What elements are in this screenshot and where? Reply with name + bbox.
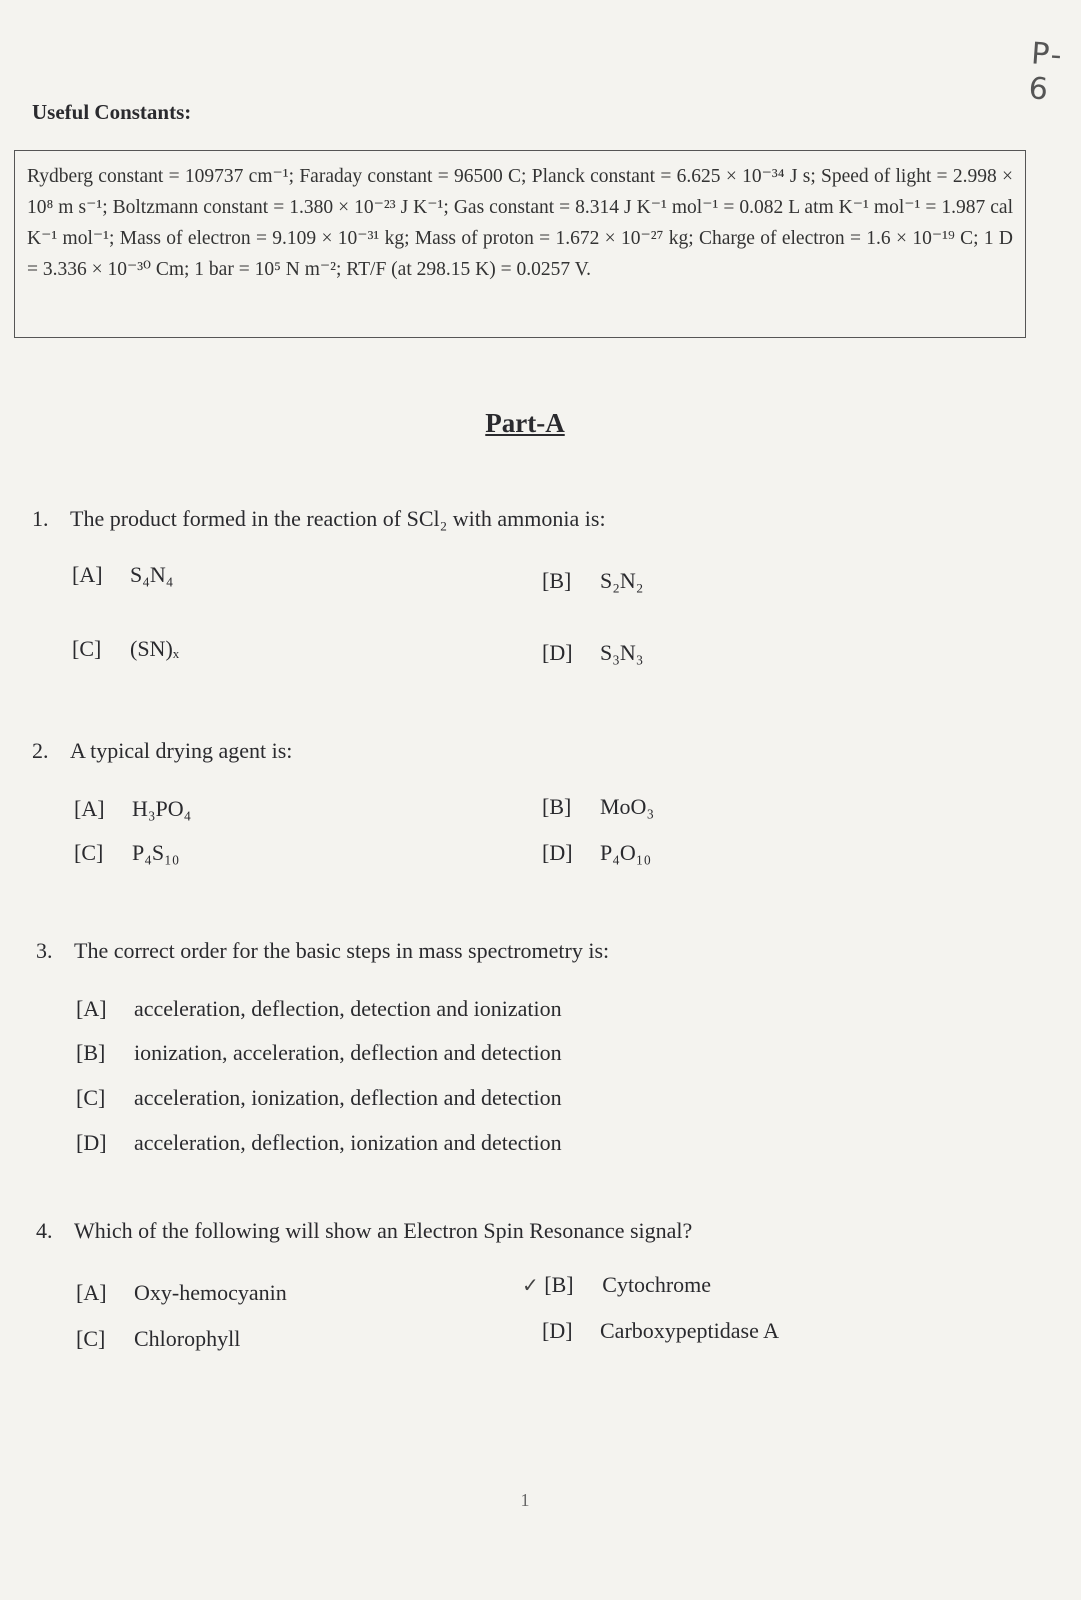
option-label: [A] [76,996,107,1021]
q4-option-b[interactable] [522,1272,711,1298]
option-text: ionization, acceleration, deflection and detection [134,1040,562,1065]
question-text: The product formed in the reaction of SCl₂ with ammonia is: [70,506,606,531]
option-label: [C] [76,1085,106,1110]
option-text: (SN)ₓ [130,636,180,661]
q3-option-a[interactable] [76,996,562,1022]
option-text: MoO₃ [600,794,655,819]
question-number: 4. [36,1218,53,1243]
question-text: Which of the following will show an Electron Spin Resonance signal? [74,1218,693,1243]
q2-option-d[interactable] [542,840,651,866]
option-label: [C] [76,1326,106,1351]
q1-option-a[interactable] [72,562,173,588]
q2-option-b[interactable] [542,794,654,820]
option-text: P₄O₁₀ [600,840,652,865]
option-text: acceleration, deflection, ionization and detection [134,1130,562,1155]
question-3 [36,938,609,964]
option-label: [A] [76,1280,107,1305]
option-label: [B] [76,1040,106,1065]
question-text: The correct order for the basic steps in mass spectrometry is: [74,938,610,963]
q2-option-a[interactable] [74,796,191,822]
handwritten-corner-mark: P-6 [1027,36,1065,108]
option-text: P₄S₁₀ [132,840,180,865]
question-number: 1. [32,506,49,531]
option-text: H₃PO₄ [132,796,192,821]
option-label: [D] [542,840,573,865]
option-label: [C] [74,840,104,865]
option-label: [D] [542,1318,573,1343]
question-text: A typical drying agent is: [70,738,293,763]
option-text: S₂N₂ [600,568,644,593]
constants-title: Useful Constants: [32,100,192,124]
option-label: [B] [544,1272,574,1297]
option-label: [D] [76,1130,107,1155]
option-text: Oxy-hemocyanin [134,1280,287,1305]
q1-option-c[interactable] [72,636,179,662]
question-4 [36,1218,692,1244]
q3-option-d[interactable] [76,1130,562,1156]
option-label: [D] [542,640,573,665]
option-text: S₄N₄ [130,562,174,587]
option-text: Cytochrome [602,1272,712,1297]
part-title: Part-A [485,408,565,438]
constants-box [14,150,1026,338]
question-number: 3. [36,938,53,963]
constants-text: Rydberg constant = 109737 cm⁻¹; Faraday constant = 96500 C; Planck constant = 6.625 × 10⁻³⁴ J s; Speed of light = 2.998 × 10⁸ m s⁻¹; Boltzmann constant = 1.380 × 10⁻²³ J K⁻¹; Gas constant = 8.314 J K⁻¹ mol⁻¹ = 0.082 L atm K⁻¹ mol⁻¹ = 1.987 cal K⁻¹ mol⁻¹; Mass of electron = 9.109 × 10⁻³¹ kg; Mass of proton = 1.672 × 10⁻²⁷ kg; Charge of electron = 1.6 × 10⁻¹⁹ C; 1 D = 3.336 × 10⁻³⁰ Cm; 1 bar = 10⁵ N m⁻²; RT/F (at 298.15 K) = 0.0257 V. [27,166,1013,280]
option-label: [B] [542,794,572,819]
option-text: acceleration, ionization, deflection and detection [134,1085,562,1110]
option-text: acceleration, deflection, detection and ionization [134,996,562,1021]
q3-option-b[interactable] [76,1040,562,1066]
question-1 [32,506,606,532]
page-number: 1 [520,1490,530,1510]
q3-option-c[interactable] [76,1085,562,1111]
option-label: [B] [542,568,572,593]
q4-option-d[interactable] [542,1318,779,1344]
check-mark-icon: ✓ [522,1273,539,1297]
option-label: [A] [72,562,103,587]
q4-option-a[interactable] [76,1280,287,1306]
question-2 [32,738,292,764]
q1-option-d[interactable] [542,640,643,666]
option-text: Chlorophyll [134,1326,241,1351]
q2-option-c[interactable] [74,840,179,866]
question-number: 2. [32,738,49,763]
q4-option-c[interactable] [76,1326,240,1352]
q1-option-b[interactable] [542,568,643,594]
option-label: [C] [72,636,102,661]
option-text: Carboxypeptidase A [600,1318,780,1343]
option-label: [A] [74,796,105,821]
option-text: S₃N₃ [600,640,644,665]
